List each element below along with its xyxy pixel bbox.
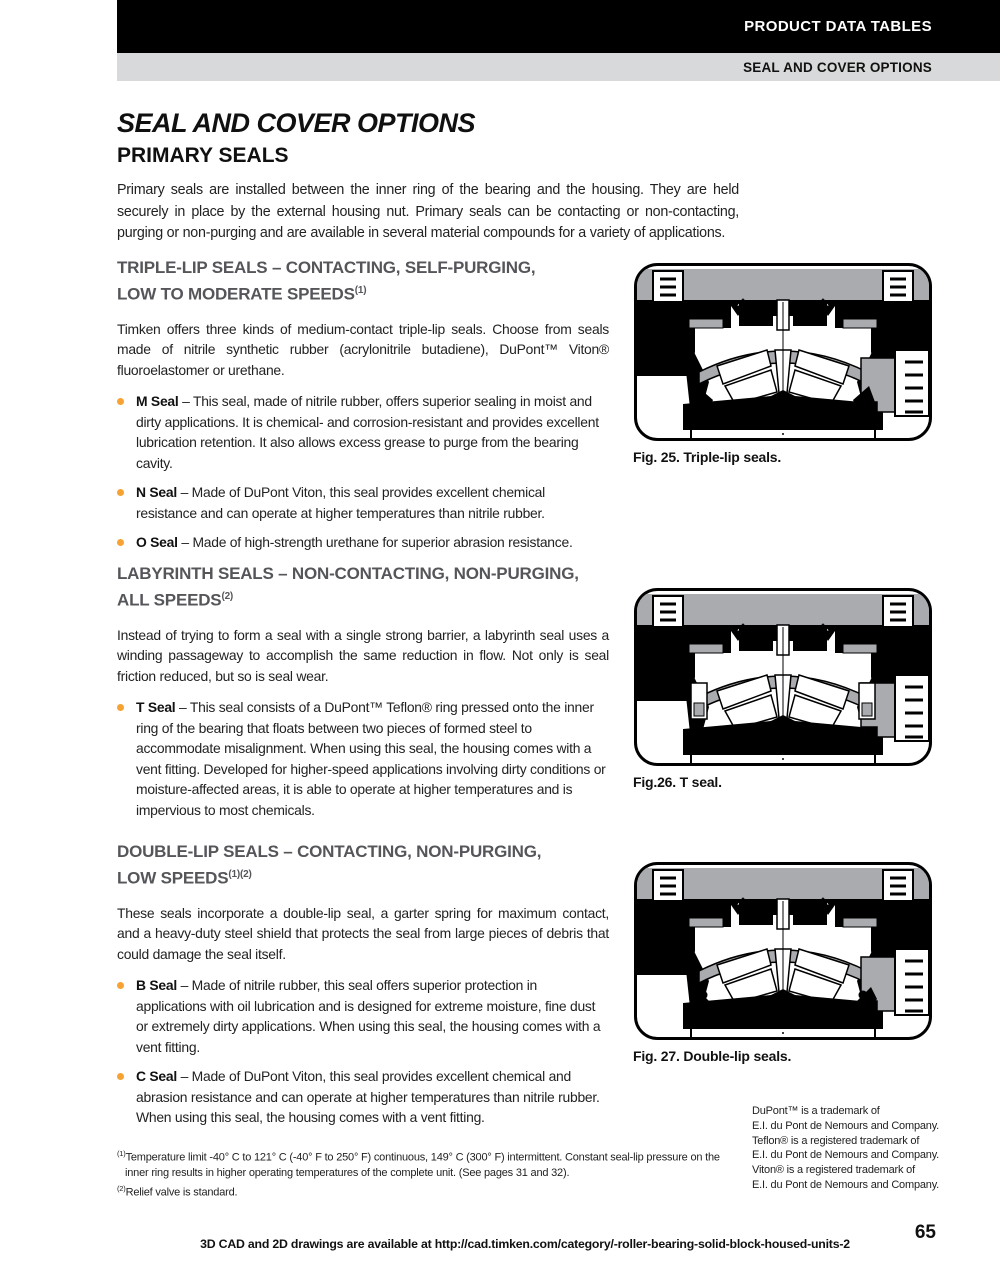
page-subheader-bar bbox=[117, 53, 1000, 81]
header-title: PRODUCT DATA TABLES bbox=[744, 18, 932, 35]
seal-name: N Seal bbox=[136, 484, 177, 501]
heading-line-2: LOW SPEEDS bbox=[117, 868, 229, 888]
section-labyrinth-seals bbox=[117, 562, 609, 829]
bearing-cross-section-drawing bbox=[633, 262, 933, 442]
trademark-line: Viton® is a registered trademark of bbox=[752, 1164, 915, 1177]
trademark-line: E.I. du Pont de Nemours and Company. bbox=[752, 1119, 940, 1132]
seal-description: – Made of nitrile rubber, this seal offers superior protection in applications with oil lubrication and is designed for extreme moisture, fine dust or extremely dirty applications. When using this seal, the housing comes with a vent fitting. bbox=[136, 977, 601, 1055]
bullet-icon bbox=[117, 1073, 124, 1080]
footnote-text: Temperature limit -40° C to 121° C (-40° F to 250° F) continuous, 149° C (300° F) intermittent. Constant seal-lip pressure on the inner ring results in higher operating temperatures of the complete unit. (See pages 31 and 32). bbox=[125, 1151, 720, 1179]
figure-caption: Fig.26. T seal. bbox=[633, 774, 722, 790]
heading-footnote-ref: (1) bbox=[354, 285, 367, 296]
heading-line-1: DOUBLE-LIP SEALS – CONTACTING, NON-PURGING, bbox=[117, 842, 542, 861]
seal-description: – Made of DuPont Viton, this seal provides excellent chemical and abrasion resistance and can operate at higher temperatures than nitrile rubber. When using this seal, the housing comes with a vent fitting. bbox=[136, 1068, 600, 1126]
list-item bbox=[117, 482, 609, 523]
section-triple-lip-seals bbox=[117, 256, 609, 562]
page-subtitle: PRIMARY SEALS bbox=[117, 144, 289, 167]
heading-line-1: TRIPLE-LIP SEALS – CONTACTING, SELF-PURGING, bbox=[117, 258, 536, 277]
figure-caption: Fig. 25. Triple-lip seals. bbox=[633, 449, 782, 465]
bearing-cross-section-drawing bbox=[633, 861, 933, 1041]
list-item bbox=[117, 975, 609, 1057]
section-heading bbox=[117, 562, 609, 612]
seal-description: – This seal, made of nitrile rubber, offers superior sealing in moist and dirty applications. It is chemical- and corrosion-resistant and provides excellent lubrication retention. It also allows excess grease to purge from the bearing cavity. bbox=[136, 393, 599, 471]
section-heading bbox=[117, 840, 609, 890]
seal-bullet-list bbox=[117, 697, 609, 820]
heading-footnote-ref: (2) bbox=[221, 591, 234, 602]
seal-bullet-list bbox=[117, 391, 609, 553]
seal-description: – This seal consists of a DuPont™ Teflon® ring pressed onto the inner ring of the bearing that floats between two pieces of formed steel to accommodate misalignment. When using this seal, the housing comes with a vent fitting. Developed for higher-speed applications involving dirty conditions or moisture-affected areas, it is able to operate at higher temperatures and is impervious to most chemicals. bbox=[136, 699, 606, 818]
trademark-line: E.I. du Pont de Nemours and Company. bbox=[752, 1178, 940, 1191]
section-body: These seals incorporate a double-lip seal, a garter spring for maximum contact, and a heavy-duty steel shield that protects the seal from large pieces of debris that could damage the seal itself. bbox=[117, 904, 609, 962]
seal-name: B Seal bbox=[136, 977, 177, 994]
section-body: Instead of trying to form a seal with a single strong barrier, a labyrinth seal uses a winding passageway to accomplish the same reduction in flow. Not only is seal friction reduced, but so is seal wear. bbox=[117, 626, 609, 684]
section-heading bbox=[117, 256, 609, 306]
section-body: Timken offers three kinds of medium-contact triple-lip seals. Choose from seals made of nitrile synthetic rubber (acrylonitrile butadiene), DuPont™ Viton® fluoroelastomer or urethane. bbox=[117, 320, 609, 378]
seal-name: T Seal bbox=[136, 699, 176, 716]
footnote-2 bbox=[117, 1181, 727, 1201]
page-number: 65 bbox=[914, 1222, 936, 1243]
bullet-icon bbox=[117, 704, 124, 711]
bullet-icon bbox=[117, 398, 124, 405]
page-header-bar bbox=[117, 0, 1000, 53]
seal-bullet-list bbox=[117, 975, 609, 1128]
heading-line-1: LABYRINTH SEALS – NON-CONTACTING, NON-PURGING, bbox=[117, 564, 579, 583]
seal-name: O Seal bbox=[136, 534, 178, 551]
list-item bbox=[117, 532, 609, 553]
trademark-line: E.I. du Pont de Nemours and Company. bbox=[752, 1149, 940, 1162]
figure-t-seal bbox=[633, 587, 933, 790]
seal-description: – Made of DuPont Viton, this seal provides excellent chemical resistance and can operate at higher temperatures than nitrile rubber. bbox=[136, 484, 545, 521]
figure-double-lip-seals bbox=[633, 861, 933, 1064]
bearing-cross-section-drawing bbox=[633, 587, 933, 767]
bullet-icon bbox=[117, 982, 124, 989]
footnotes bbox=[117, 1146, 727, 1200]
heading-line-2: LOW TO MODERATE SPEEDS bbox=[117, 284, 355, 304]
seal-name: M Seal bbox=[136, 393, 179, 410]
footnote-marker: (1) bbox=[117, 1149, 126, 1158]
trademark-note bbox=[752, 1104, 987, 1193]
figure-caption: Fig. 27. Double-lip seals. bbox=[633, 1048, 792, 1064]
intro-paragraph: Primary seals are installed between the inner ring of the bearing and the housing. They are held securely in place by the external housing nut. Primary seals can be contacting or non-contacting, purging or non-purging and are available in several material compounds for a variety of applications. bbox=[117, 182, 739, 241]
figure-triple-lip-seals bbox=[633, 262, 933, 465]
section-double-lip-seals bbox=[117, 840, 609, 1137]
seal-description: – Made of high-strength urethane for superior abrasion resistance. bbox=[177, 534, 573, 551]
heading-line-2: ALL SPEEDS bbox=[117, 590, 222, 610]
list-item bbox=[117, 391, 609, 473]
heading-footnote-ref: (1)(2) bbox=[228, 869, 252, 880]
subheader-title: SEAL AND COVER OPTIONS bbox=[743, 59, 932, 75]
page-title: SEAL AND COVER OPTIONS bbox=[117, 108, 476, 138]
footnote-marker: (2) bbox=[117, 1183, 126, 1193]
footer-cad-link[interactable]: 3D CAD and 2D drawings are available at http://cad.timken.com/category/-roller-bearing-solid-block-housed-units-2 bbox=[200, 1237, 850, 1251]
list-item bbox=[117, 697, 609, 820]
bullet-icon bbox=[117, 489, 124, 496]
footnote-text: Relief valve is standard. bbox=[125, 1186, 238, 1199]
trademark-line: Teflon® is a registered trademark of bbox=[752, 1134, 920, 1147]
seal-name: C Seal bbox=[136, 1068, 177, 1085]
bullet-icon bbox=[117, 539, 124, 546]
list-item bbox=[117, 1066, 609, 1128]
footnote-1 bbox=[117, 1146, 727, 1181]
trademark-line: DuPont™ is a trademark of bbox=[752, 1105, 880, 1117]
